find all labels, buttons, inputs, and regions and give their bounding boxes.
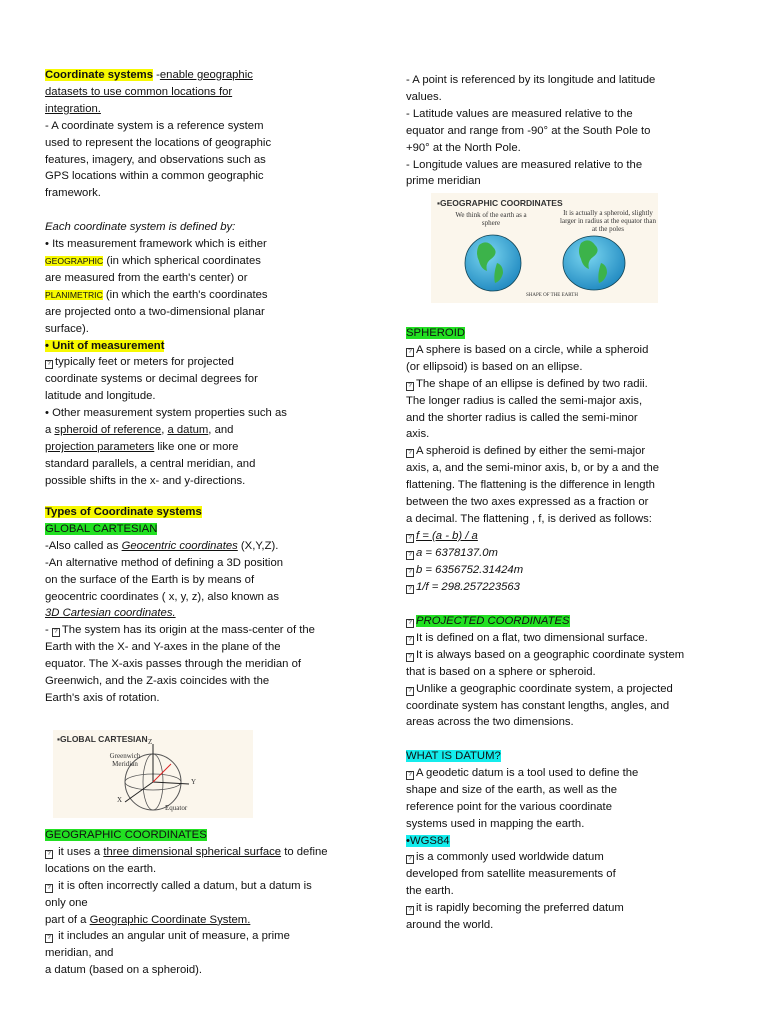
pt-6: - Longitude values are measured relative to the — [406, 158, 643, 171]
datum-heading: WHAT IS DATUM? — [406, 750, 501, 762]
projected-coordinates-heading: PROJECTED COORDINATES — [416, 615, 570, 627]
sph-11: a decimal. The flattening , f, is derived as follows: — [406, 512, 652, 525]
wgs-1: is a commonly used worldwide datum — [416, 851, 604, 864]
cs-def-3: features, imagery, and observations such as — [45, 153, 266, 166]
cs-intro-3: integration. — [45, 102, 101, 115]
gc-6: The system has its origin at the mass-center of the — [61, 624, 315, 637]
cs-def-4: GPS locations within a common geographic — [45, 170, 264, 183]
geo-5-pre: part of a — [45, 913, 90, 926]
bullet-box-icon: ? — [406, 348, 414, 357]
mf-3: are measured from the earth's center) or — [45, 271, 248, 284]
z-axis-label: Z — [148, 738, 153, 746]
projection-parameters: projection parameters — [45, 440, 155, 453]
pt-2: values. — [406, 90, 442, 103]
gc-4: geocentric coordinates ( x, y, z), also known as — [45, 590, 279, 603]
bullet-box-icon: ? — [406, 449, 414, 458]
cs-def-1: - A coordinate system is a reference system — [45, 119, 264, 132]
figure-caption: SHAPE OF THE EARTH — [526, 293, 578, 298]
gc-2: -An alternative method of defining a 3D position — [45, 556, 284, 569]
mf-6: surface). — [45, 322, 89, 335]
bullet-box-icon: ? — [406, 585, 414, 594]
planimetric-tag: PLANIMETRIC — [45, 289, 103, 300]
gc-10: Earth's axis of rotation. — [45, 691, 160, 704]
sph-7: A spheroid is defined by either the semi-major — [416, 445, 646, 458]
global-cartesian-figure — [53, 730, 253, 818]
types-heading: Types of Coordinate systems — [45, 506, 202, 518]
geo-4: only one — [45, 896, 88, 909]
three-dimensional-spherical-surface: three dimensional spherical surface — [103, 845, 282, 858]
dash: - — [152, 69, 160, 81]
global-cartesian-heading: GLOBAL CARTESIAN — [45, 522, 158, 535]
sph-5: and the shorter radius is called the semi-minor — [406, 411, 638, 424]
wgs-5: around the world. — [406, 919, 494, 932]
other-1: • Other measurement system properties such as — [45, 407, 287, 420]
sph-8: axis, a, and the semi-minor axis, b, or by a and the — [406, 462, 660, 475]
proj-5: coordinate system has constant lengths, angles, and — [406, 699, 670, 712]
bullet-box-icon: ? — [406, 653, 414, 662]
unit-2: coordinate systems or decimal degrees for — [45, 373, 258, 386]
cs-intro-2: datasets to use common locations for — [45, 85, 233, 98]
datum-2: shape and size of the earth, as well as the — [406, 783, 618, 796]
bullet-box-icon: ? — [52, 628, 60, 637]
unit-3: latitude and longitude. — [45, 390, 156, 403]
bullet-box-icon: ? — [406, 687, 414, 696]
earth-globes-icon — [431, 193, 658, 303]
bullet-box-icon: ? — [406, 906, 414, 915]
gc-6-pre: - — [45, 624, 52, 637]
mf-5: are projected onto a two-dimensional planar — [45, 305, 265, 318]
sph-6: axis. — [406, 428, 430, 441]
unit-1: typically feet or meters for projected — [55, 356, 234, 369]
geocentric-coordinates: Geocentric coordinates — [121, 539, 238, 552]
bullet-box-icon: ? — [406, 855, 414, 864]
pt-4: equator and range from -90° at the South Pole to — [406, 124, 651, 137]
proj-4: Unlike a geographic coordinate system, a projected — [416, 682, 673, 695]
bullet-box-icon: ? — [406, 619, 414, 628]
defined-by: Each coordinate system is defined by: — [45, 221, 236, 234]
mf-4: (in which the earth's coordinates — [102, 288, 268, 301]
cs-def-5: framework. — [45, 187, 101, 200]
proj-1: It is defined on a flat, two dimensional surface. — [416, 631, 648, 644]
wgs84-heading: •WGS84 — [406, 834, 450, 847]
bullet-box-icon: ? — [406, 568, 414, 577]
gc-3: on the surface of the Earth is by means of — [45, 573, 255, 586]
geographic-coordinate-system: Geographic Coordinate System. — [89, 913, 251, 926]
geo-2: locations on the earth. — [45, 862, 157, 875]
spheroid-heading: SPHEROID — [406, 327, 466, 339]
formula-b: b = 6356752.31424m — [416, 563, 524, 576]
pt-3: - Latitude values are measured relative to the — [406, 107, 633, 120]
gc-1-post: (X,Y,Z). — [237, 539, 279, 552]
geographic-coordinates-heading: GEOGRAPHIC COORDINATES — [45, 829, 207, 841]
wgs-3: the earth. — [406, 885, 454, 898]
pt-7: prime meridian — [406, 175, 481, 188]
formula-a: a = 6378137.0m — [416, 546, 498, 559]
sph-1: A sphere is based on a circle, while a spheroid — [416, 343, 649, 356]
gc-1-pre: -Also called as — [45, 539, 122, 552]
proj-2: It is always based on a geographic coordinate system — [416, 648, 685, 661]
gc-9: Greenwich, and the Z-axis coincides with the — [45, 675, 270, 688]
sph-3: The shape of an ellipse is defined by two radii. — [416, 377, 648, 390]
sphere-note: We think of the earth as a sphere — [455, 211, 527, 227]
geo-1-post: to define — [281, 845, 328, 858]
bullet-box-icon: ? — [45, 850, 53, 859]
bullet-box-icon: ? — [406, 636, 414, 645]
bullet-box-icon: ? — [45, 884, 53, 893]
gc-8: equator. The X-axis passes through the meridian of — [45, 658, 302, 671]
proj-6: areas across the two dimensions. — [406, 716, 574, 729]
bullet-box-icon: ? — [406, 551, 414, 560]
bullet-box-icon: ? — [406, 382, 414, 391]
other-5: possible shifts in the x- and y-directions. — [45, 474, 246, 487]
other-2-end: , and — [208, 424, 234, 437]
cs-def-2: used to represent the locations of geographic — [45, 136, 272, 149]
mf-1: • Its measurement framework which is either — [45, 238, 267, 251]
sph-10: between the two axes expressed as a fraction or — [406, 496, 649, 509]
equator-label: Equator — [165, 804, 188, 812]
pt-1: - A point is referenced by its longitude and latitude — [406, 74, 656, 86]
globe-axes-diagram — [53, 730, 253, 818]
geo-3: it is often incorrectly called a datum, but a datum is — [55, 879, 312, 892]
other-2-sep: , — [161, 424, 168, 437]
bullet-box-icon: ? — [45, 360, 53, 369]
cs-intro-1: enable geographic — [159, 69, 253, 81]
y-axis-label: Y — [191, 778, 197, 786]
coordinate-systems-heading: Coordinate systems — [45, 69, 153, 81]
proj-3: that is based on a sphere or spheroid. — [406, 665, 596, 678]
other-2-a: a — [45, 424, 55, 437]
datum-1: A geodetic datum is a tool used to define the — [416, 766, 639, 779]
wgs-4: it is rapidly becoming the preferred datum — [416, 902, 624, 915]
sph-4: The longer radius is called the semi-major axis, — [406, 394, 643, 407]
spheroid-of-reference: spheroid of reference — [54, 424, 162, 437]
other-3-rest: like one or more — [154, 440, 239, 453]
pt-5: +90° at the North Pole. — [406, 141, 521, 154]
x-axis-label: X — [117, 796, 123, 804]
unit-heading: • Unit of measurement — [45, 339, 165, 352]
figure-title: ▪GLOBAL CARTESIAN — [57, 734, 148, 744]
bullet-box-icon: ? — [406, 771, 414, 780]
sph-9: flattening. The flattening is the difference in length — [406, 479, 655, 492]
a-datum: a datum — [167, 424, 209, 437]
datum-4: systems used in mapping the earth. — [406, 817, 585, 830]
figure-title: ▪GEOGRAPHIC COORDINATES — [437, 198, 563, 208]
geo-1-pre: it uses a — [55, 845, 104, 858]
geographic-coordinates-figure — [431, 193, 658, 303]
meridian-label: Greenwich Meridian — [109, 752, 141, 768]
geographic-tag: GEOGRAPHIC — [45, 255, 104, 266]
other-4: standard parallels, a central meridian, and — [45, 457, 256, 470]
geo-7: meridian, and — [45, 947, 114, 960]
wgs-2: developed from satellite measurements of — [406, 868, 616, 881]
datum-3: reference point for the various coordinate — [406, 800, 612, 813]
gc-7: Earth with the X- and Y-axes in the plane of the — [45, 641, 281, 654]
geo-8: a datum (based on a spheroid). — [45, 964, 202, 977]
mf-2: (in which spherical coordinates — [103, 254, 261, 267]
spheroid-note: It is actually a spheroid, slightly larger in radius at the equator than at the poles — [560, 209, 656, 233]
bullet-box-icon: ? — [45, 934, 53, 943]
formula-inv-f: 1/f = 298.257223563 — [416, 580, 520, 593]
formula-f: f = (a - b) / a — [416, 529, 478, 542]
geo-6: it includes an angular unit of measure, a prime — [55, 930, 290, 943]
gc-5: 3D Cartesian coordinates. — [45, 607, 176, 620]
sph-2: (or ellipsoid) is based on an ellipse. — [406, 360, 583, 373]
bullet-box-icon: ? — [406, 534, 414, 543]
